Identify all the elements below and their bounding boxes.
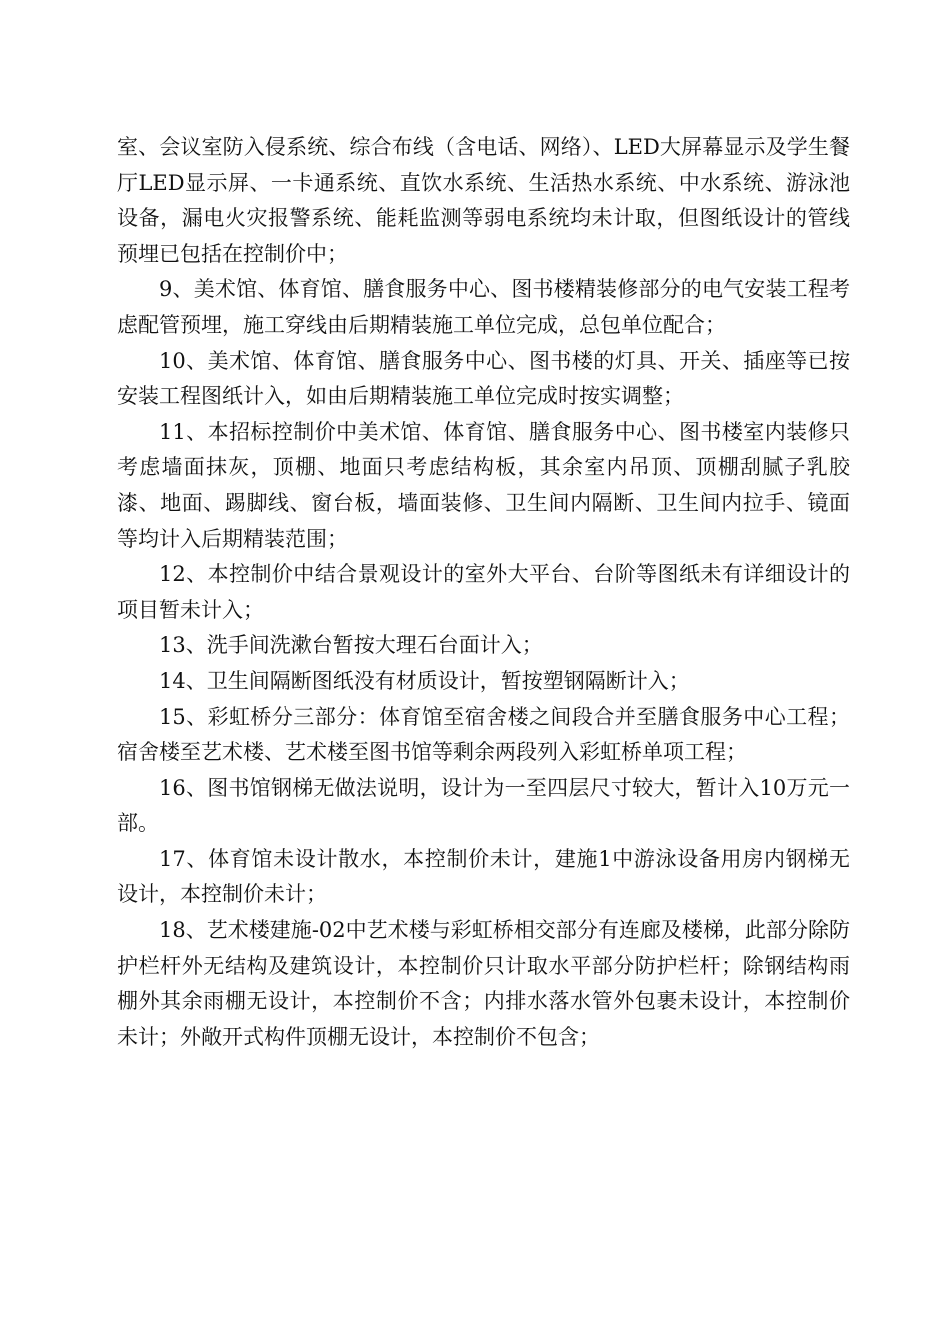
paragraph-item-17: 17、体育馆未设计散水，本控制价未计，建施1中游泳设备用房内钢梯无设计，本控制价未计； xyxy=(117,846,850,907)
paragraph-item-15: 15、彩虹桥分三部分：体育馆至宿舍楼之间段合并至膳食服务中心工程；宿舍楼至艺术楼、艺术楼至图书馆等剩余两段列入彩虹桥单项工程； xyxy=(117,704,850,765)
paragraph-item-18: 18、艺术楼建施-02中艺术楼与彩虹桥相交部分有连廊及楼梯，此部分除防护栏杆外无结构及建筑设计，本控制价只计取水平部分防护栏杆；除钢结构雨棚外其余雨棚无设计，本控制价不含；内排水落水管外包裹未设计，本控制价未计；外敞开式构件顶棚无设计，本控制价不包含； xyxy=(117,918,850,1049)
paragraph-item-14: 14、卫生间隔断图纸没有材质设计，暂按塑钢隔断计入； xyxy=(159,668,690,693)
paragraph-item-11: 11、本招标控制价中美术馆、体育馆、膳食服务中心、图书楼室内装修只考虑墙面抹灰，顶棚、地面只考虑结构板，其余室内吊顶、顶棚刮腻子乳胶漆、地面、踢脚线、窗台板，墙面装修、卫生间内隔断、卫生间内拉手、镜面等均计入后期精装范围； xyxy=(117,419,850,551)
paragraph-item-16: 16、图书馆钢梯无做法说明，设计为一至四层尺寸较大，暂计入10万元一部。 xyxy=(117,775,850,836)
paragraph-item-12: 12、本控制价中结合景观设计的室外大平台、台阶等图纸未有详细设计的项目暂未计入； xyxy=(117,562,850,622)
paragraph-item-9: 9、美术馆、体育馆、膳食服务中心、图书楼精装修部分的电气安装工程考虑配管预埋，施工穿线由后期精装施工单位完成，总包单位配合； xyxy=(117,277,850,337)
paragraph-continuation: 室、会议室防入侵系统、综合布线（含电话、网络）、LED大屏幕显示及学生餐厅LED显示屏、一卡通系统、直饮水系统、生活热水系统、中水系统、游泳池设备，漏电火灾报警系统、能耗监测等弱电系统均未计取，但图纸设计的管线预埋已包括在控制价中； xyxy=(117,135,850,266)
paragraph-item-10: 10、美术馆、体育馆、膳食服务中心、图书楼的灯具、开关、插座等已按安装工程图纸计入，如由后期精装施工单位完成时按实调整； xyxy=(117,348,850,409)
paragraph-item-13: 13、洗手间洗漱台暂按大理石台面计入； xyxy=(159,633,543,658)
document-body xyxy=(117,130,850,1055)
